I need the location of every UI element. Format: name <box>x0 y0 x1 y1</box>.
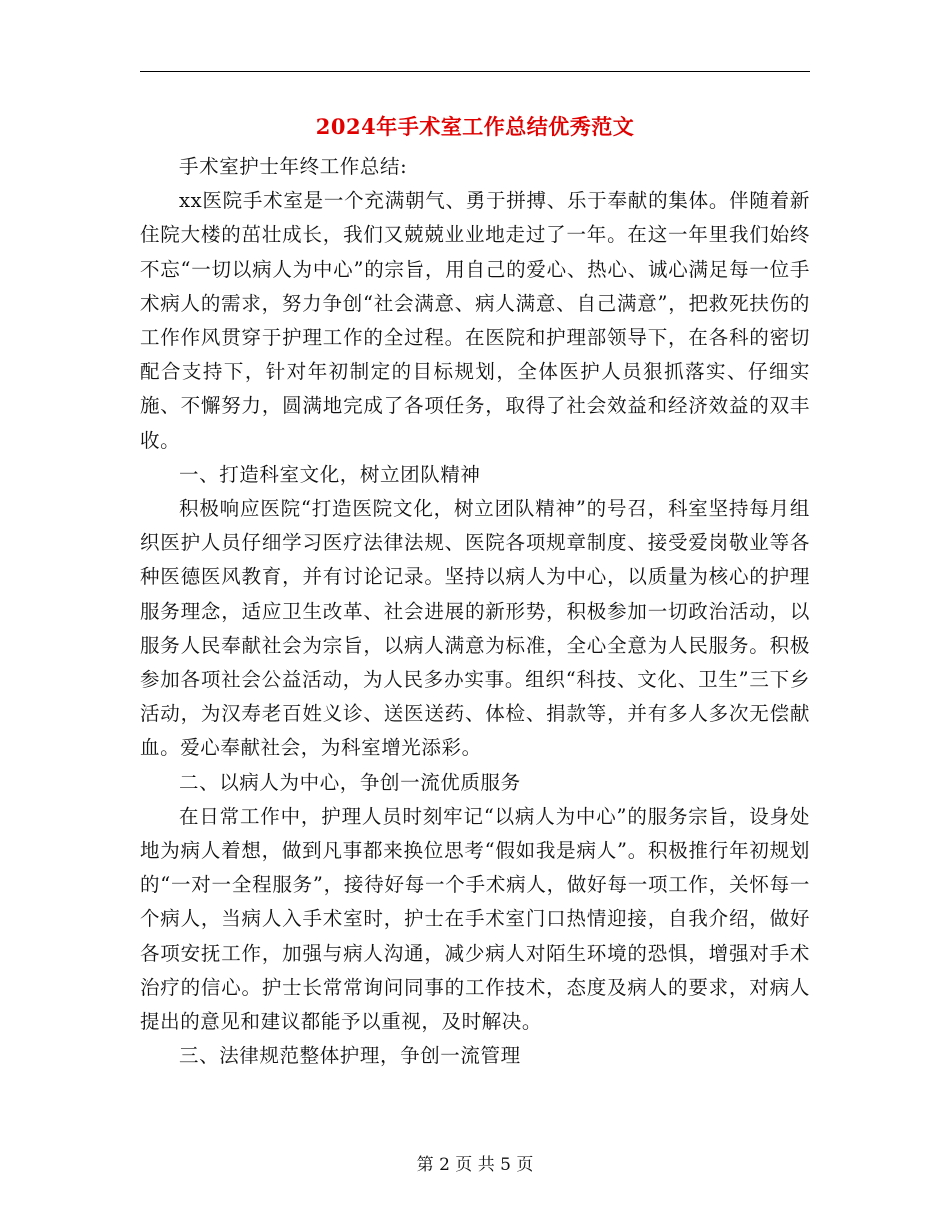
section-heading-3: 三、法律规范整体护理，争创一流管理 <box>179 1044 521 1068</box>
paragraph-section-1: 积极响应医院“打造医院文化，树立团队精神”的号召，科室坚持每月组织医护人员仔细学习医疗法律法规、医院各项规章制度、接受爱岗敬业等各种医德医风教育，并有讨论记录。坚持以病人为中心，以质量为核心的护理服务理念，适应卫生改革、社会进展的新形势，积极参加一切政治活动，以服务人民奉献社会为宗旨，以病人满意为标准，全心全意为人民服务。积极参加各项社会公益活动，为人民多办实事。组织“科技、文化、卫生”三下乡活动，为汉寿老百姓义诊、送医送药、体检、捐款等，并有多人多次无偿献血。爱心奉献社会，为科室增光添彩。 <box>140 497 810 760</box>
section-heading-1: 一、打造科室文化，树立团队精神 <box>179 462 481 486</box>
paragraph-intro: 手术室护士年终工作总结: <box>179 155 408 178</box>
page-number-footer: 第 2 页 共 5 页 <box>416 1155 534 1175</box>
header-rule <box>140 71 810 72</box>
paragraph-overview: xx医院手术室是一个充满朝气、勇于拼搏、乐于奉献的集体。伴随着新住院大楼的茁壮成长，我们又兢兢业业地走过了一年。在这一年里我们始终不忘“一切以病人为中心”的宗旨，用自己的爱心、热心、诚心满足每一位手术病人的需求，努力争创“社会满意、病人满意、自己满意”，把救死扶伤的工作作风贯穿于护理工作的全过程。在医院和护理部领导下，在各科的密切配合支持下，针对年初制定的目标规划，全体医护人员狠抓落实、仔细实施、不懈努力，圆满地完成了各项任务，取得了社会效益和经济效益的双丰收。 <box>140 189 810 452</box>
paragraph-section-2: 在日常工作中，护理人员时刻牢记“以病人为中心”的服务宗旨，设身处地为病人着想，做到凡事都来换位思考“假如我是病人”。积极推行年初规划的“一对一全程服务”，接待好每一个手术病人，做好每一项工作，关怀每一个病人，当病人入手术室时，护士在手术室门口热情迎接，自我介绍，做好各项安抚工作，加强与病人沟通，减少病人对陌生环境的恐惧，增强对手术治疗的信心。护士长常常询问同事的工作技术，态度及病人的要求，对病人提出的意见和建议都能予以重视，及时解决。 <box>140 804 810 1034</box>
document-title: 2024年手术室工作总结优秀范文 <box>315 114 635 139</box>
section-heading-2: 二、以病人为中心，争创一流优质服务 <box>179 770 521 794</box>
document-body <box>140 150 810 1073</box>
